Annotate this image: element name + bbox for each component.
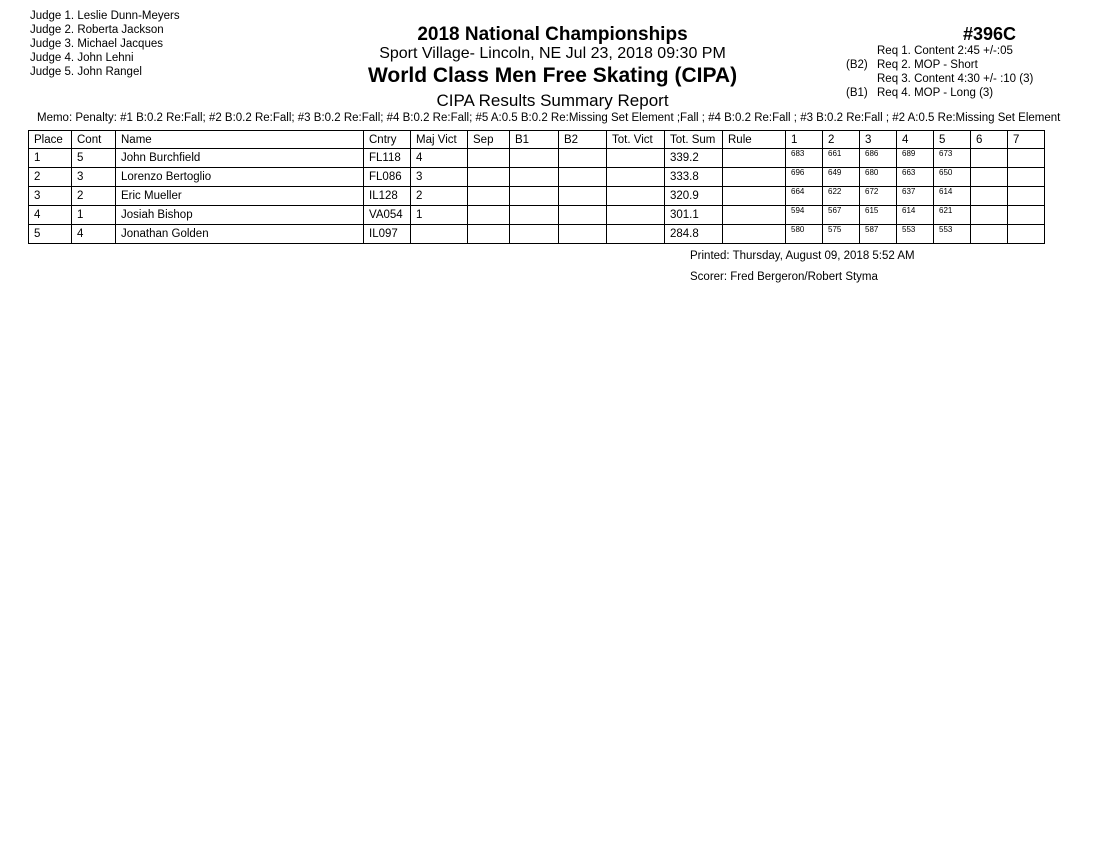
cell-rule [723, 149, 786, 168]
requirement-text: Req 4. MOP - Long (3) [877, 87, 994, 99]
col-judge-5: 5 [934, 131, 971, 149]
cell-b1 [510, 187, 559, 206]
judge-name: Michael Jacques [77, 38, 163, 50]
cell-b2 [559, 168, 607, 187]
cell-place: 2 [29, 168, 72, 187]
requirement-text: Req 1. Content 2:45 +/-:05 [877, 45, 1013, 57]
col-b2: B2 [559, 131, 607, 149]
cell-judge-mark: 696 [786, 168, 823, 187]
cell-judge-mark: 614 [934, 187, 971, 206]
col-tot-vict: Tot. Vict [607, 131, 665, 149]
report-title: CIPA Results Summary Report [436, 91, 669, 110]
cell-tot-vict [607, 187, 665, 206]
cell-rule [723, 225, 786, 244]
cell-tot-sum: 301.1 [665, 206, 723, 225]
cell-judge-mark [971, 206, 1008, 225]
cell-name: Eric Mueller [116, 187, 364, 206]
col-judge-3: 3 [860, 131, 897, 149]
cell-judge-mark [971, 225, 1008, 244]
col-place: Place [29, 131, 72, 149]
cell-maj-vict: 4 [411, 149, 468, 168]
cell-judge-mark: 587 [860, 225, 897, 244]
table-row [29, 225, 1045, 244]
cell-tot-vict [607, 168, 665, 187]
cell-sep [468, 187, 510, 206]
table-row [29, 206, 1045, 225]
results-table [28, 130, 1045, 244]
requirement-prefix: (B1) [846, 87, 868, 99]
cell-b1 [510, 149, 559, 168]
col-judge-4: 4 [897, 131, 934, 149]
penalty-memo: Memo: Penalty: #1 B:0.2 Re:Fall; #2 B:0.2 Re:Fall; #3 B:0.2 Re:Fall; #4 B:0.2 Re:Fall; #5 A:0.5 B:0.2 Re:Missing Set Element ;Fall ; #4 B:0.2 Re:Fall ; #3 B:0.2 Re:Fall ; #2 A:0.5 Re:Missing Set Element [37, 112, 1061, 124]
championship-title: 2018 National Championships [417, 24, 688, 45]
cell-cntry: VA054 [364, 206, 411, 225]
cell-name: Lorenzo Bertoglio [116, 168, 364, 187]
cell-sep [468, 225, 510, 244]
cell-b1 [510, 225, 559, 244]
cell-place: 3 [29, 187, 72, 206]
cell-judge-mark: 664 [786, 187, 823, 206]
cell-name: John Burchfield [116, 149, 364, 168]
cell-cont: 4 [72, 225, 116, 244]
cell-sep [468, 149, 510, 168]
cell-judge-mark [971, 187, 1008, 206]
judge-label: Judge 5. [30, 66, 75, 78]
cell-judge-mark: 553 [934, 225, 971, 244]
cell-maj-vict: 3 [411, 168, 468, 187]
cell-tot-vict [607, 225, 665, 244]
cell-tot-vict [607, 149, 665, 168]
cell-judge-mark: 673 [934, 149, 971, 168]
judge-entry [30, 65, 180, 79]
cell-b2 [559, 225, 607, 244]
cell-judge-mark [1008, 206, 1045, 225]
cell-judge-mark: 680 [860, 168, 897, 187]
requirement-item [846, 72, 1033, 86]
judge-label: Judge 4. [30, 52, 75, 64]
judge-label: Judge 2. [30, 24, 75, 36]
table-row [29, 168, 1045, 187]
header-row [29, 131, 1045, 149]
judge-entry [30, 23, 180, 37]
cell-judge-mark [1008, 187, 1045, 206]
cell-judge-mark: 686 [860, 149, 897, 168]
cell-judge-mark: 661 [823, 149, 860, 168]
judge-entry [30, 37, 180, 51]
cell-maj-vict: 1 [411, 206, 468, 225]
cell-cntry: IL128 [364, 187, 411, 206]
judge-name: Leslie Dunn-Meyers [77, 10, 180, 22]
judge-label: Judge 3. [30, 38, 75, 50]
cell-tot-vict [607, 206, 665, 225]
cell-rule [723, 187, 786, 206]
cell-place: 1 [29, 149, 72, 168]
cell-cntry: FL118 [364, 149, 411, 168]
cell-b2 [559, 149, 607, 168]
cell-judge-mark: 553 [897, 225, 934, 244]
cell-maj-vict: 2 [411, 187, 468, 206]
cell-cont: 2 [72, 187, 116, 206]
judge-entry [30, 51, 180, 65]
table-row [29, 149, 1045, 168]
cell-cont: 5 [72, 149, 116, 168]
col-judge-1: 1 [786, 131, 823, 149]
cell-judge-mark: 649 [823, 168, 860, 187]
cell-b1 [510, 206, 559, 225]
col-tot-sum: Tot. Sum [665, 131, 723, 149]
cell-judge-mark: 614 [897, 206, 934, 225]
cell-sep [468, 168, 510, 187]
cell-judge-mark [1008, 225, 1045, 244]
cell-judge-mark: 650 [934, 168, 971, 187]
requirements-list [846, 44, 1033, 100]
cell-place: 5 [29, 225, 72, 244]
cell-place: 4 [29, 206, 72, 225]
cell-judge-mark: 637 [897, 187, 934, 206]
judge-name: John Rangel [77, 66, 142, 78]
col-maj-vict: Maj Vict [411, 131, 468, 149]
cell-b1 [510, 168, 559, 187]
cell-judge-mark [1008, 168, 1045, 187]
cell-cont: 1 [72, 206, 116, 225]
cell-judge-mark: 594 [786, 206, 823, 225]
cell-maj-vict [411, 225, 468, 244]
cell-b2 [559, 187, 607, 206]
printed-timestamp: Printed: Thursday, August 09, 2018 5:52 AM [690, 250, 915, 262]
cell-judge-mark: 663 [897, 168, 934, 187]
judge-name: John Lehni [77, 52, 134, 64]
cell-judge-mark: 580 [786, 225, 823, 244]
scorer-names: Scorer: Fred Bergeron/Robert Styma [690, 271, 878, 283]
requirement-item [846, 58, 1033, 72]
col-rule: Rule [723, 131, 786, 149]
cell-tot-sum: 333.8 [665, 168, 723, 187]
col-cntry: Cntry [364, 131, 411, 149]
col-name: Name [116, 131, 364, 149]
requirement-item [846, 86, 1033, 100]
cell-judge-mark: 575 [823, 225, 860, 244]
cell-judge-mark: 621 [934, 206, 971, 225]
cell-cntry: FL086 [364, 168, 411, 187]
requirement-prefix: (B2) [846, 59, 868, 71]
cell-judge-mark: 615 [860, 206, 897, 225]
cell-cntry: IL097 [364, 225, 411, 244]
requirement-text: Req 3. Content 4:30 +/- :10 (3) [877, 73, 1034, 85]
judge-name: Roberta Jackson [77, 24, 164, 36]
col-b1: B1 [510, 131, 559, 149]
cell-tot-sum: 339.2 [665, 149, 723, 168]
cell-rule [723, 168, 786, 187]
col-judge-2: 2 [823, 131, 860, 149]
cell-cont: 3 [72, 168, 116, 187]
location-time: Sport Village- Lincoln, NE Jul 23, 2018 09:30 PM [379, 45, 726, 62]
table-row [29, 187, 1045, 206]
cell-judge-mark [1008, 149, 1045, 168]
requirement-item [846, 44, 1033, 58]
cell-judge-mark: 567 [823, 206, 860, 225]
cell-judge-mark [971, 168, 1008, 187]
col-cont: Cont [72, 131, 116, 149]
cell-judge-mark [971, 149, 1008, 168]
col-sep: Sep [468, 131, 510, 149]
judge-label: Judge 1. [30, 10, 75, 22]
event-number: #396C [963, 24, 1017, 44]
cell-tot-sum: 320.9 [665, 187, 723, 206]
judges-list [30, 9, 180, 79]
cell-name: Josiah Bishop [116, 206, 364, 225]
cell-name: Jonathan Golden [116, 225, 364, 244]
col-judge-6: 6 [971, 131, 1008, 149]
judge-entry [30, 9, 180, 23]
cell-judge-mark: 683 [786, 149, 823, 168]
cell-sep [468, 206, 510, 225]
cell-b2 [559, 206, 607, 225]
cell-tot-sum: 284.8 [665, 225, 723, 244]
cell-rule [723, 206, 786, 225]
event-name: World Class Men Free Skating (CIPA) [367, 64, 738, 87]
requirement-text: Req 2. MOP - Short [877, 59, 978, 71]
cell-judge-mark: 689 [897, 149, 934, 168]
col-judge-7: 7 [1008, 131, 1045, 149]
cell-judge-mark: 672 [860, 187, 897, 206]
cell-judge-mark: 622 [823, 187, 860, 206]
